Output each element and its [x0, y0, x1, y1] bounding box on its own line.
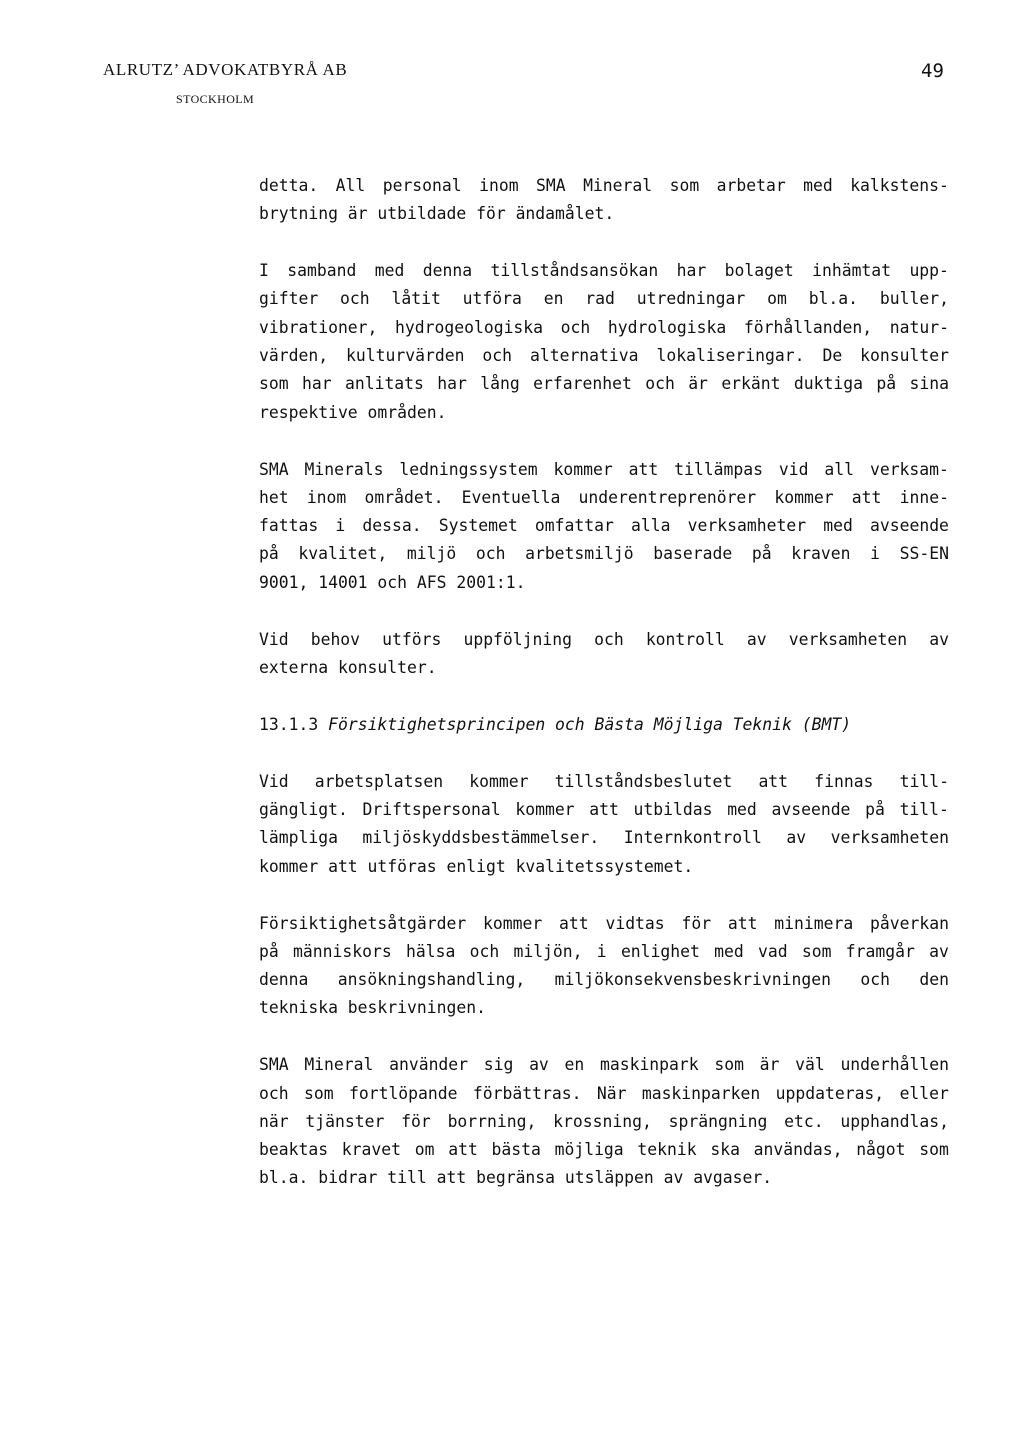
text-line: Vid arbetsplatsen kommer tillståndsbeslutet att finnas till- — [259, 771, 949, 791]
text-line: Vid behov utförs uppföljning och kontroll av verksamheten av — [259, 629, 949, 649]
page-number: 49 — [921, 60, 944, 82]
text-line: het inom området. Eventuella underentreprenörer kommer att inne- — [259, 487, 949, 507]
text-line: värden, kulturvärden och alternativa lokaliseringar. De konsulter — [259, 346, 949, 366]
text-line: beaktas kravet om att bästa möjliga teknik ska användas, något som — [259, 1140, 949, 1160]
text-line: tekniska beskrivningen. — [259, 998, 486, 1018]
firm-name: ALRUTZ’ ADVOKATBYRÅ AB — [103, 60, 348, 79]
paragraph — [259, 626, 949, 683]
text-line: SMA Minerals ledningssystem kommer att tillämpas vid all verksam- — [259, 459, 949, 479]
text-line: gängligt. Driftspersonal kommer att utbildas med avseende på till- — [259, 800, 949, 820]
text-line: gifter och låtit utföra en rad utredningar om bl.a. buller, — [259, 289, 949, 309]
firm-city: STOCKHOLM — [176, 92, 255, 106]
text-line: lämpliga miljöskyddsbestämmelser. Internkontroll av verksamheten — [259, 828, 949, 848]
paragraph — [259, 456, 949, 597]
text-line: fattas i dessa. Systemet omfattar alla verksamheter med avseende — [259, 516, 949, 536]
text-line: när tjänster för borrning, krossning, sprängning etc. upphandlas, — [259, 1111, 949, 1131]
text-line: brytning är utbildade för ändamålet. — [259, 204, 615, 224]
text-line: Försiktighetsåtgärder kommer att vidtas för att minimera påverkan — [259, 913, 949, 933]
paragraph — [259, 910, 949, 1023]
text-line: SMA Mineral använder sig av en maskinpark som är väl underhållen — [259, 1055, 949, 1075]
paragraph — [259, 257, 949, 427]
paragraph — [259, 1051, 949, 1192]
section-number: 13.1.3 — [259, 714, 319, 734]
document-body — [259, 172, 949, 1221]
text-line: denna ansökningshandling, miljökonsekvensbeskrivningen och den — [259, 970, 949, 990]
text-line: och som fortlöpande förbättras. När maskinparken uppdateras, eller — [259, 1083, 949, 1103]
text-line: på människors hälsa och miljön, i enlighet med vad som framgår av — [259, 941, 949, 961]
section-title: Försiktighetsprincipen och Bästa Möjliga Teknik (BMT) — [328, 714, 852, 734]
text-line: detta. All personal inom SMA Mineral som arbetar med kalkstens- — [259, 176, 949, 195]
text-line: på kvalitet, miljö och arbetsmiljö baserade på kraven i SS-EN — [259, 544, 949, 564]
text-line: vibrationer, hydrogeologiska och hydrologiska förhållanden, natur- — [259, 317, 949, 337]
text-line: I samband med denna tillståndsansökan har bolaget inhämtat upp- — [259, 261, 949, 281]
paragraph — [259, 768, 949, 881]
paragraph — [259, 172, 949, 229]
text-line: 9001, 14001 och AFS 2001:1. — [259, 572, 526, 592]
text-line: respektive områden. — [259, 402, 447, 422]
text-line: kommer att utföras enligt kvalitetssystemet. — [259, 856, 694, 876]
section-heading — [259, 711, 949, 739]
text-line: externa konsulter. — [259, 657, 437, 677]
text-line: som har anlitats har lång erfarenhet och är erkänt duktiga på sina — [259, 374, 949, 394]
text-line: bl.a. bidrar till att begränsa utsläppen av avgaser. — [259, 1168, 773, 1188]
